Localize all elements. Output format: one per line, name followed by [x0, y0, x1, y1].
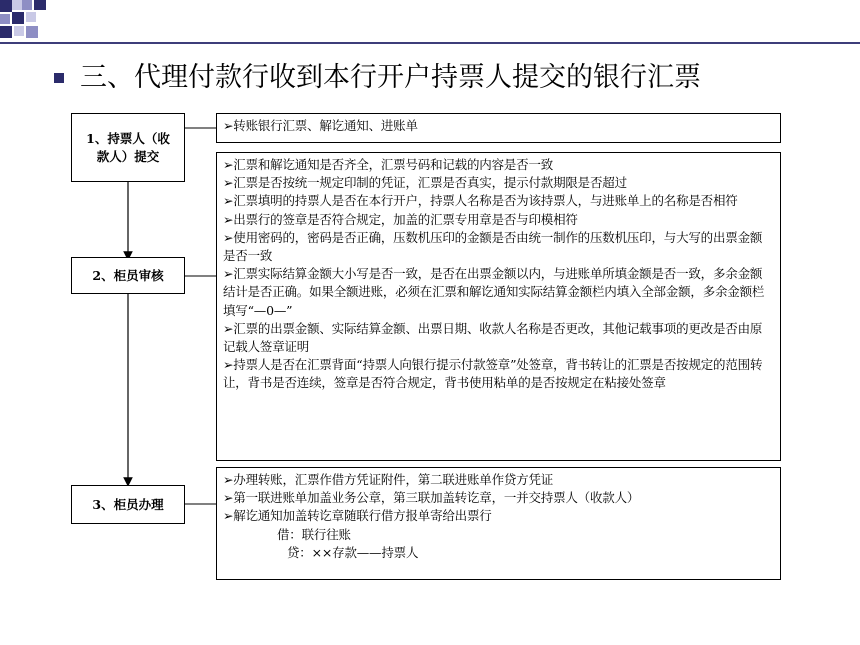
detail-item: ➢汇票实际结算金额大小写是否一致，是否在出票金额以内，与进账单所填金额是否一致，多余金额结计是否正确。如果全额进账，必须在汇票和解讫通知实际结算金额栏内填入全部金额，多余金额栏填写“—0—” [223, 266, 765, 318]
detail-item: ➢第一联进账单加盖业务公章，第三联加盖转讫章，一并交持票人（收款人） [223, 490, 640, 506]
detail-item: ➢办理转账，汇票作借方凭证附件，第二联进账单作贷方凭证 [223, 472, 554, 487]
detail-box-submit [216, 113, 781, 143]
step-box-process [71, 485, 185, 524]
detail-item: ➢汇票填明的持票人是否在本行开户，持票人名称是否为该持票人，与进账单上的名称是否相符 [223, 193, 738, 209]
detail-box-review [216, 152, 781, 461]
detail-box-process [216, 467, 781, 580]
detail-item: ➢转账银行汇票、解讫通知、进账单 [223, 118, 418, 133]
detail-item: ➢汇票和解讫通知是否齐全，汇票号码和记载的内容是否一致 [223, 157, 554, 172]
detail-item: ➢汇票是否按统一规定印制的凭证，汇票是否真实，提示付款期限是否超过 [223, 175, 627, 191]
detail-item: ➢解讫通知加盖转讫章随联行借方报单寄给出票行 [223, 508, 492, 524]
step-box-review [71, 257, 185, 294]
detail-item: ➢出票行的签章是否符合规定，加盖的汇票专用章是否与印模相符 [223, 211, 578, 227]
accounting-entry-debit: 借：联行往账 [277, 526, 351, 542]
step-label: 3、柜员办理 [92, 496, 164, 512]
detail-item: ➢持票人是否在汇票背面“持票人向银行提示付款签章”处签章，背书转让的汇票是否按规定的范围转让，背书是否连续，签章是否符合规定，背书使用粘单的是否按规定在粘接处签章 [223, 357, 763, 391]
step-label: 1、持票人（收款人）提交 [86, 130, 170, 164]
detail-item: ➢使用密码的，密码是否正确，压数机压印的金额是否由统一制作的压数机压印，与大写的出票金额是否一致 [223, 229, 763, 264]
step-box-submit [71, 113, 185, 182]
detail-item: ➢汇票的出票金额、实际结算金额、出票日期、收款人名称是否更改，其他记载事项的更改是否由原记载人签章证明 [223, 320, 763, 355]
accounting-entry-credit: 贷：××存款——持票人 [287, 544, 419, 560]
step-label: 2、柜员审核 [92, 267, 164, 283]
slide-title: 三、代理付款行收到本行开户持票人提交的银行汇票 [80, 62, 701, 93]
